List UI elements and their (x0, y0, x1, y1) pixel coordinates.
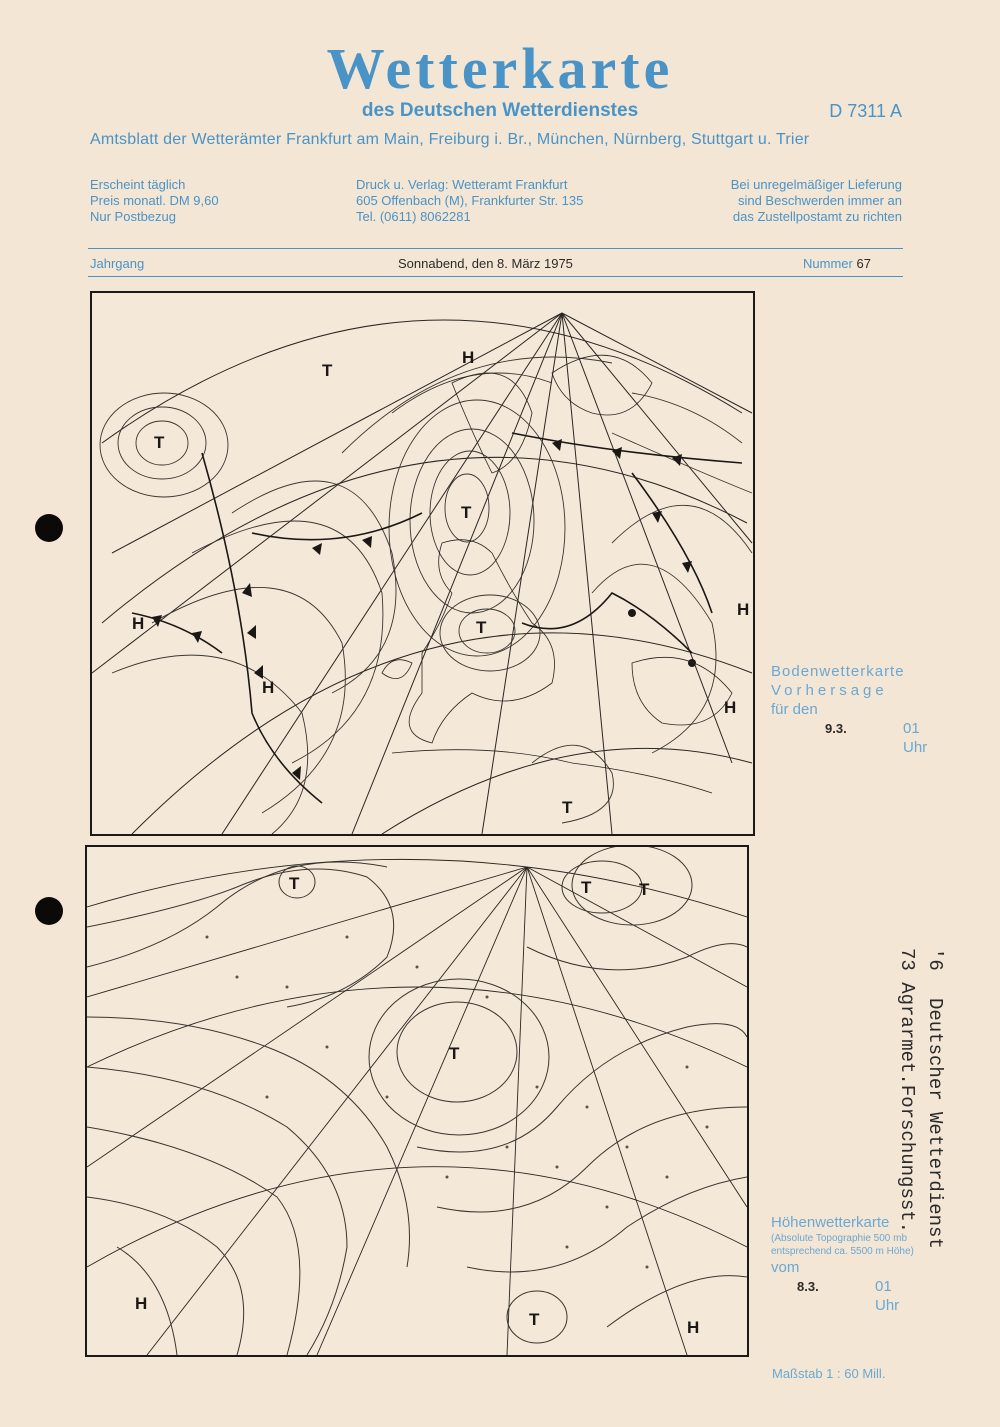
map-time: 01 Uhr (875, 1278, 900, 1314)
map-date: 8.3. (797, 1279, 819, 1294)
info-line: Bei unregelmäßiger Lieferung (730, 177, 902, 192)
caption-line: vom (771, 1259, 800, 1276)
info-line: Tel. (0611) 8062281 (356, 209, 471, 224)
newspaper-title: Wetterkarte (326, 36, 674, 101)
pressure-center-high: H (262, 678, 275, 697)
library-stamp (888, 948, 948, 1288)
caption-line: (Absolute Topographie 500 mb (771, 1233, 908, 1244)
surface-map-caption (771, 662, 928, 756)
pressure-center-low: T (529, 1310, 540, 1329)
info-line: 605 Offenbach (M), Frankfurter Str. 135 (356, 193, 584, 208)
nummer-value: 67 (856, 256, 871, 271)
caption-line: für den (771, 701, 818, 718)
header-rule-top (88, 248, 903, 249)
pressure-center-low: T (322, 361, 333, 380)
info-line: sind Beschwerden immer an (737, 193, 902, 208)
pressure-center-high: H (737, 600, 750, 619)
pressure-center-high: H (135, 1294, 148, 1313)
caption-line: Bodenwetterkarte (771, 663, 905, 680)
upper-air-map (85, 845, 749, 1357)
info-line: Erscheint täglich (90, 177, 186, 192)
document-number: D 7311 A (829, 101, 902, 121)
stamp-line: Deutscher Wetterdienst (924, 998, 946, 1249)
complaint-info (731, 177, 902, 225)
pressure-center-low: T (639, 880, 650, 899)
publisher-info (356, 177, 583, 225)
pressure-center-low: T (581, 878, 592, 897)
info-line: Nur Postbezug (90, 209, 176, 224)
issue-number (803, 256, 871, 271)
pressure-center-low: T (154, 433, 165, 452)
map-date: 9.3. (825, 721, 847, 736)
caption-line: entsprechend ca. 5500 m Höhe) (771, 1246, 914, 1257)
pressure-center-low: T (476, 618, 487, 637)
pressure-center-high: H (132, 614, 145, 633)
pressure-center-low: T (289, 874, 300, 893)
header-rule-bottom (88, 276, 903, 277)
pressure-center-low: T (562, 798, 573, 817)
surface-map-drawing (92, 293, 753, 834)
info-line: das Zustellpostamt zu richten (732, 209, 902, 224)
caption-line: Höhenwetterkarte (771, 1214, 890, 1231)
pressure-center-low: T (449, 1044, 460, 1063)
jahrgang-label: Jahrgang (90, 256, 145, 271)
newspaper-subtitle: des Deutschen Wetterdienstes (361, 100, 639, 121)
pressure-center-high: H (462, 348, 475, 367)
info-line: Druck u. Verlag: Wetteramt Frankfurt (356, 177, 568, 192)
map-scale: Maßstab 1 : 60 Mill. (772, 1366, 886, 1381)
upper-map-drawing (87, 847, 747, 1355)
subscription-info (90, 177, 219, 225)
nummer-label: Nummer (803, 256, 853, 271)
map-time: 01 Uhr (903, 720, 928, 756)
amtsblatt-line: Amtsblatt der Wetterämter Frankfurt am Main, Freiburg i. Br., München, Nürnberg, Stuttgart u. Trier (90, 131, 810, 148)
stamp-mark: '6 (924, 948, 946, 971)
caption-line: Vorhersage (771, 682, 888, 699)
info-line: Preis monatl. DM 9,60 (90, 193, 219, 208)
pressure-center-low: T (461, 503, 472, 522)
punch-hole (35, 897, 63, 925)
issue-date: Sonnabend, den 8. März 1975 (398, 256, 573, 271)
pressure-center-high: H (724, 698, 737, 717)
stamp-line: 73 Agrarmet.Forschungsst. (896, 948, 918, 1234)
pressure-center-high: H (687, 1318, 700, 1337)
surface-weather-map (90, 291, 755, 836)
punch-hole (35, 514, 63, 542)
